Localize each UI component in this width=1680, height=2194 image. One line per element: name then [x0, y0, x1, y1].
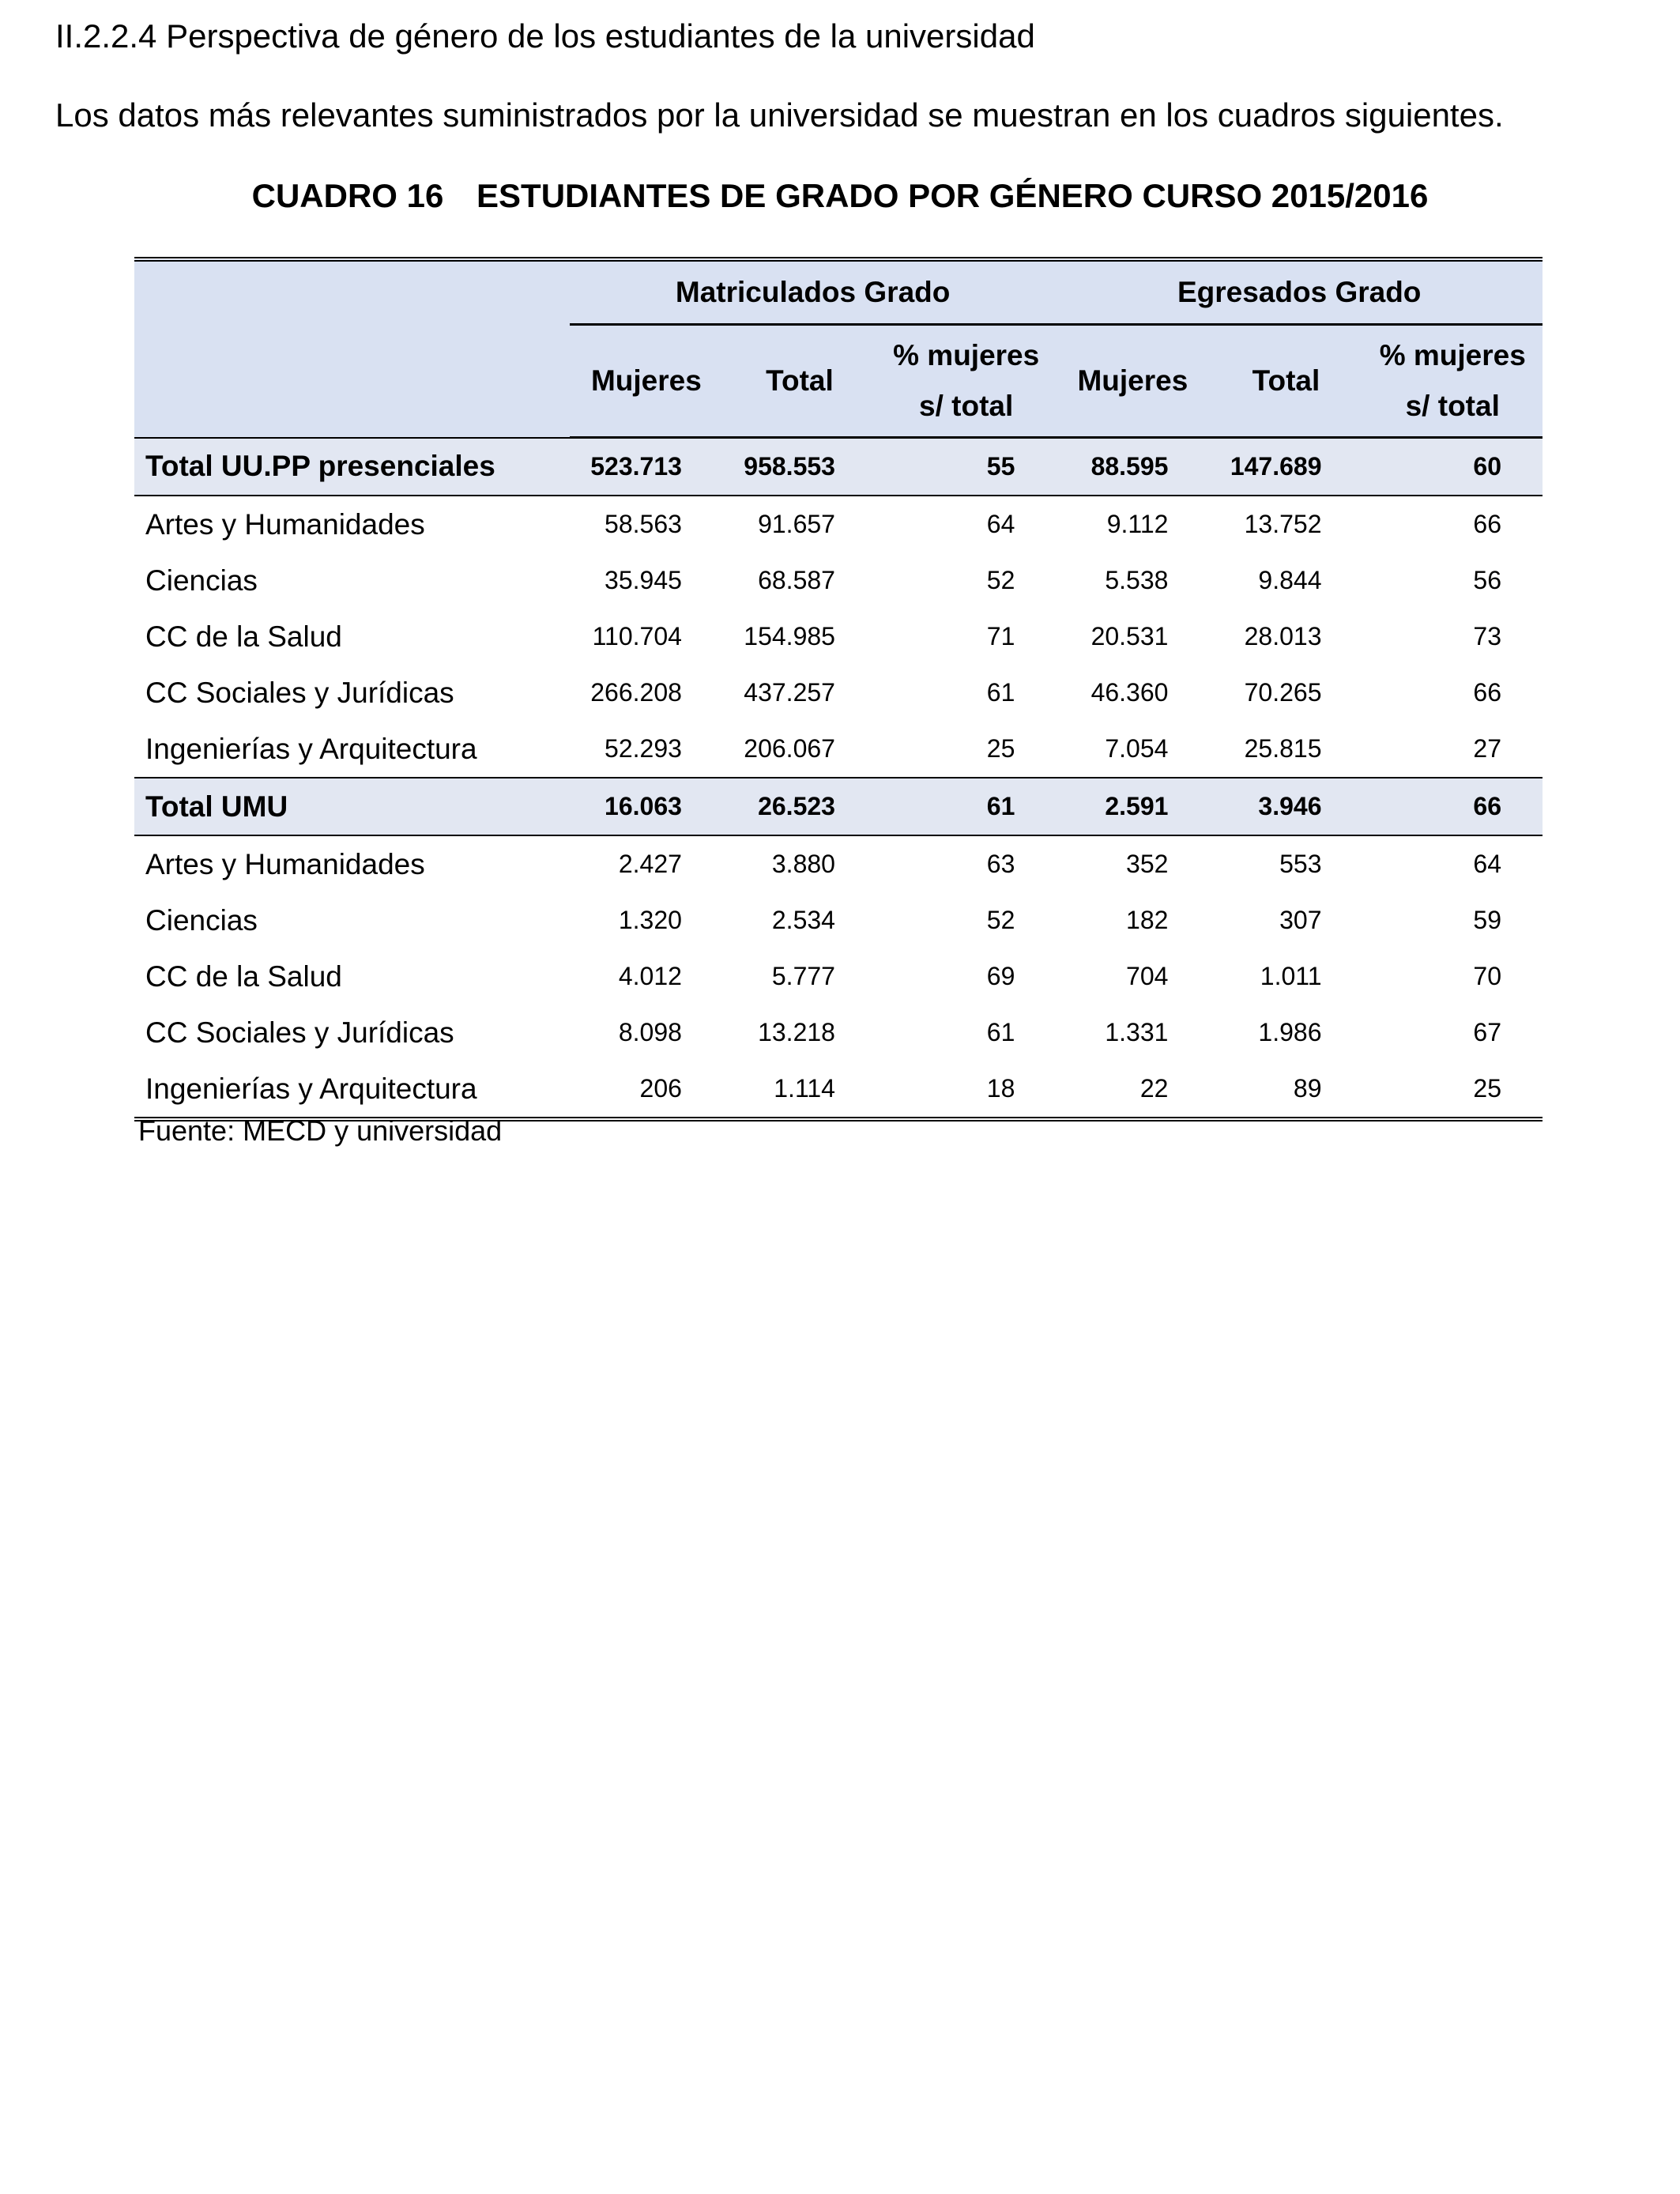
table-cell: 59 — [1473, 906, 1501, 934]
table-cell: 61 — [986, 1018, 1015, 1046]
table-row — [134, 892, 1543, 948]
table-cell: 52 — [986, 906, 1015, 934]
table-cell: 553 — [1279, 850, 1322, 878]
header-blank-cell — [134, 259, 570, 438]
table-cell: 2.591 — [1056, 778, 1209, 835]
row-label: Total UMU — [134, 778, 570, 835]
students-by-gender-table — [134, 257, 1543, 1122]
table-row — [134, 1061, 1543, 1119]
table-cell: 110.704 — [592, 622, 682, 650]
subheader-mujeres: Mujeres — [1056, 325, 1209, 438]
table-cell: 89 — [1209, 1061, 1362, 1119]
table-total-row — [134, 778, 1543, 835]
table-cell: 91.657 — [758, 510, 835, 538]
table-cell: 1.320 — [618, 906, 682, 934]
table-row — [134, 496, 1543, 552]
subheader-total: Total — [723, 325, 876, 438]
students-table-wrapper — [134, 257, 1543, 1122]
row-label: CC de la Salud — [145, 620, 342, 653]
table-cell: 66 — [1473, 510, 1501, 538]
table-cell: 55 — [876, 438, 1056, 496]
table-caption-title: ESTUDIANTES DE GRADO POR GÉNERO CURSO 2015/2016 — [477, 177, 1429, 214]
table-cell: 16.063 — [570, 778, 723, 835]
row-label: Ingenierías y Arquitectura — [134, 1061, 570, 1119]
section-heading: II.2.2.4 Perspectiva de género de los estudiantes de la universidad — [55, 17, 1035, 55]
table-cell: 56 — [1473, 566, 1501, 594]
table-cell: 266.208 — [590, 678, 682, 707]
table-caption-number: CUADRO 16 — [251, 177, 444, 214]
table-cell: 70.265 — [1244, 678, 1322, 707]
row-label: Artes y Humanidades — [145, 847, 425, 880]
table-cell: 1.331 — [1105, 1018, 1169, 1046]
table-cell: 26.523 — [723, 778, 876, 835]
table-body — [134, 438, 1543, 1120]
table-cell: 5.538 — [1105, 566, 1169, 594]
table-cell: 28.013 — [1244, 622, 1322, 650]
table-cell: 2.427 — [618, 850, 682, 878]
table-cell: 66 — [1473, 678, 1501, 707]
table-cell: 25.815 — [1244, 734, 1322, 763]
table-cell: 3.946 — [1209, 778, 1362, 835]
table-cell: 13.752 — [1244, 510, 1322, 538]
row-label: CC Sociales y Jurídicas — [145, 1016, 454, 1049]
row-label: Total UU.PP presenciales — [134, 438, 570, 496]
table-cell: 46.360 — [1090, 678, 1169, 707]
table-cell: 3.880 — [771, 850, 835, 878]
table-cell: 67 — [1473, 1018, 1501, 1046]
table-cell: 13.218 — [758, 1018, 835, 1046]
table-cell: 73 — [1473, 622, 1501, 650]
intro-paragraph: Los datos más relevantes suministrados por la universidad se muestran en los cuadros siguientes. — [55, 96, 1504, 134]
table-cell: 68.587 — [758, 566, 835, 594]
table-cell: 2.534 — [771, 906, 835, 934]
table-cell: 64 — [1473, 850, 1501, 878]
table-caption — [0, 174, 1680, 218]
table-row — [134, 948, 1543, 1005]
table-cell: 63 — [986, 850, 1015, 878]
table-row — [134, 835, 1543, 892]
table-cell: 958.553 — [723, 438, 876, 496]
table-cell: 352 — [1126, 850, 1169, 878]
table-cell: 70 — [1473, 962, 1501, 990]
table-cell: 64 — [986, 510, 1015, 538]
table-cell: 60 — [1362, 438, 1543, 496]
table-cell: 1.011 — [1260, 962, 1322, 990]
table-cell: 22 — [1056, 1061, 1209, 1119]
table-row — [134, 609, 1543, 665]
table-cell: 88.595 — [1056, 438, 1209, 496]
row-label: Ingenierías y Arquitectura — [145, 732, 477, 765]
table-cell: 147.689 — [1209, 438, 1362, 496]
table-cell: 52.293 — [605, 734, 682, 763]
table-cell: 71 — [986, 622, 1015, 650]
table-cell: 35.945 — [605, 566, 682, 594]
table-cell: 27 — [1473, 734, 1501, 763]
table-cell: 704 — [1126, 962, 1169, 990]
table-cell: 25 — [986, 734, 1015, 763]
subheader-pct-mujeres: % mujeres s/ total — [876, 325, 1056, 438]
table-total-row — [134, 438, 1543, 496]
row-label: Ciencias — [145, 564, 258, 597]
row-label: Ciencias — [145, 903, 258, 937]
table-cell: 69 — [986, 962, 1015, 990]
table-cell: 182 — [1126, 906, 1169, 934]
table-cell: 7.054 — [1105, 734, 1169, 763]
table-cell: 25 — [1362, 1061, 1543, 1119]
table-cell: 154.985 — [744, 622, 835, 650]
table-cell: 18 — [876, 1061, 1056, 1119]
table-row — [134, 665, 1543, 721]
row-label: Artes y Humanidades — [145, 507, 425, 541]
table-cell: 5.777 — [771, 962, 835, 990]
table-cell: 20.531 — [1090, 622, 1169, 650]
subheader-total: Total — [1209, 325, 1362, 438]
table-row — [134, 552, 1543, 609]
table-cell: 66 — [1362, 778, 1543, 835]
table-cell: 9.844 — [1258, 566, 1322, 594]
table-cell: 1.114 — [723, 1061, 876, 1119]
source-note: Fuente: MECD y universidad — [138, 1114, 503, 1147]
table-cell: 52 — [986, 566, 1015, 594]
row-label: CC de la Salud — [145, 959, 342, 993]
table-cell: 206 — [570, 1061, 723, 1119]
subheader-mujeres: Mujeres — [570, 325, 723, 438]
group-header-matriculados: Matriculados Grado — [570, 259, 1057, 325]
table-cell: 4.012 — [618, 962, 682, 990]
table-cell: 437.257 — [744, 678, 835, 707]
row-label: CC Sociales y Jurídicas — [145, 676, 454, 709]
table-cell: 523.713 — [570, 438, 723, 496]
table-row — [134, 721, 1543, 778]
table-cell: 9.112 — [1106, 510, 1169, 538]
table-cell: 61 — [876, 778, 1056, 835]
table-row — [134, 1005, 1543, 1061]
table-cell: 61 — [986, 678, 1015, 707]
table-group-header-row — [134, 259, 1543, 325]
table-cell: 1.986 — [1258, 1018, 1322, 1046]
table-cell: 8.098 — [618, 1018, 682, 1046]
group-header-egresados: Egresados Grado — [1056, 259, 1543, 325]
table-cell: 206.067 — [744, 734, 835, 763]
subheader-pct-mujeres: % mujeres s/ total — [1362, 325, 1543, 438]
table-cell: 58.563 — [605, 510, 682, 538]
table-cell: 307 — [1279, 906, 1322, 934]
